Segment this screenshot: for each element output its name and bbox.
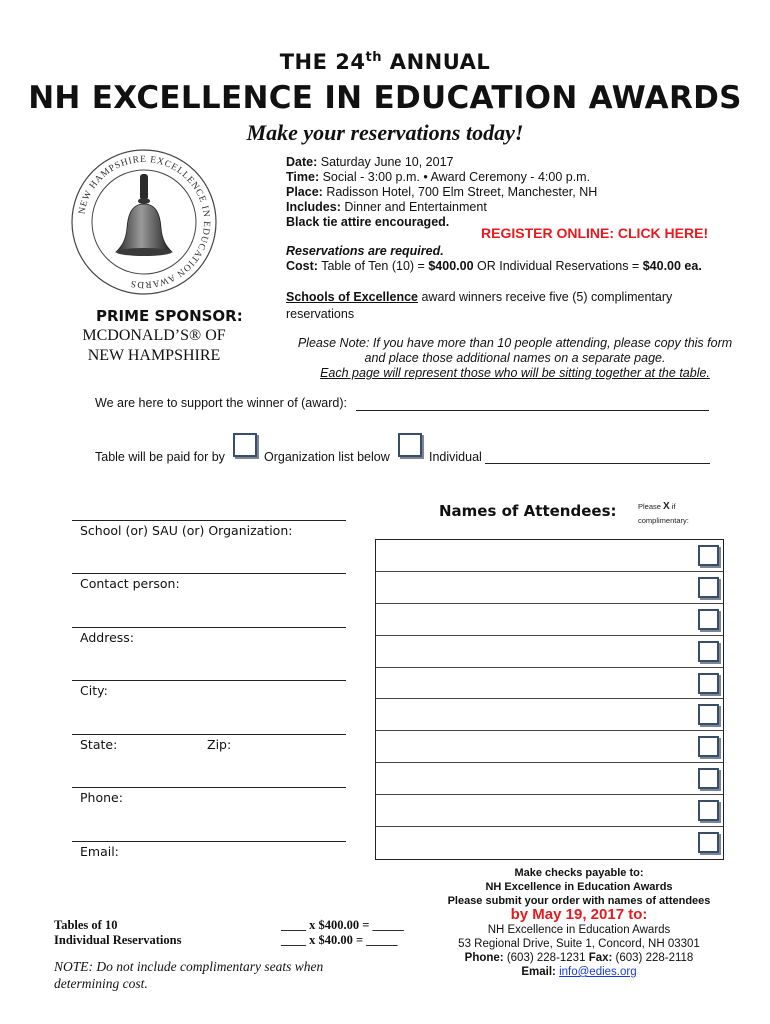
organization-option-label: Organization list below <box>264 450 390 464</box>
mailing-address: NH Excellence in Education Awards 53 Regional Drive, Suite 1, Concord, NH 03301 Phone: (603) 228-1231 Fax: (603) 228-2118 Email: info@edies.org <box>458 924 700 978</box>
support-award-label: We are here to support the winner of (award): <box>95 396 347 410</box>
school-label: School (or) SAU (or) Organization: <box>80 523 293 538</box>
totals-calculation[interactable]: ____ x $400.00 = _____ ____ x $40.00 = _____ <box>281 918 404 947</box>
paid-by-label: Table will be paid for by <box>95 450 225 464</box>
complimentary-hint: Please X if complimentary: <box>638 501 689 525</box>
attendee-row[interactable] <box>376 540 723 572</box>
city-label: City: <box>80 683 108 698</box>
attendee-row[interactable] <box>376 636 723 668</box>
email-line[interactable] <box>72 841 346 842</box>
phone-line[interactable] <box>72 787 346 788</box>
attendees-heading: Names of Attendees: <box>439 502 617 520</box>
attendee-row[interactable] <box>376 699 723 731</box>
address-label: Address: <box>80 630 134 645</box>
contact-line[interactable] <box>72 573 346 574</box>
attendee-row[interactable] <box>376 795 723 827</box>
cost-info: Cost: Table of Ten (10) = $400.00 OR Individual Reservations = $40.00 ea. <box>286 259 702 273</box>
state-zip-line[interactable] <box>72 734 346 735</box>
bell-seal-logo <box>70 148 218 296</box>
attendee-row[interactable] <box>376 604 723 636</box>
sponsor-label: PRIME SPONSOR: <box>96 307 243 325</box>
zip-label: Zip: <box>207 737 232 752</box>
complimentary-checkbox[interactable] <box>698 545 719 566</box>
attendee-row[interactable] <box>376 668 723 700</box>
email-link[interactable]: info@edies.org <box>559 966 637 978</box>
svg-text:NEW HAMPSHIRE EXCELLENCE IN ED: NEW HAMPSHIRE EXCELLENCE IN EDUCATION AWARDS <box>77 154 212 290</box>
deadline: by May 19, 2017 to: <box>510 906 648 923</box>
phone-label: Phone: <box>80 790 123 805</box>
attendee-row[interactable] <box>376 572 723 604</box>
organization-checkbox[interactable] <box>233 433 257 457</box>
school-line[interactable] <box>72 520 346 521</box>
city-line[interactable] <box>72 680 346 681</box>
award-name-field[interactable] <box>356 410 709 411</box>
totals-labels: Tables of 10 Individual Reservations <box>54 918 182 947</box>
attendee-row[interactable] <box>376 731 723 763</box>
payment-instructions: Make checks payable to: NH Excellence in Education Awards Please submit your order with names of attendees <box>447 867 711 907</box>
contact-label: Contact person: <box>80 576 180 591</box>
individual-name-field[interactable] <box>485 463 710 464</box>
attendee-row[interactable] <box>376 827 723 859</box>
complimentary-checkbox[interactable] <box>698 577 719 598</box>
please-note: Please Note: If you have more than 10 people attending, please copy this form and place those additional names on a separate page. Each page will represent those who will be sitting together at the table. <box>297 336 733 380</box>
complimentary-checkbox[interactable] <box>698 768 719 789</box>
complimentary-footnote: NOTE: Do not include complimentary seats when determining cost. <box>54 959 324 991</box>
state-label: State: <box>80 737 118 752</box>
register-online-link[interactable]: REGISTER ONLINE: CLICK HERE! <box>481 225 709 241</box>
schools-of-excellence-note: Schools of Excellence award winners receive five (5) complimentary reservations <box>286 290 673 321</box>
attendees-table <box>375 539 724 860</box>
complimentary-checkbox[interactable] <box>698 832 719 853</box>
address-line[interactable] <box>72 627 346 628</box>
complimentary-checkbox[interactable] <box>698 609 719 630</box>
complimentary-checkbox[interactable] <box>698 641 719 662</box>
complimentary-checkbox[interactable] <box>698 673 719 694</box>
sponsor-name: MCDONALD’S® OF NEW HAMPSHIRE <box>82 327 226 364</box>
page-subtitle: Make your reservations today! <box>246 120 524 145</box>
complimentary-checkbox[interactable] <box>698 704 719 725</box>
title-annual: THE 24th ANNUAL <box>279 50 491 74</box>
page-title: NH EXCELLENCE IN EDUCATION AWARDS <box>28 80 742 116</box>
reservations-required: Reservations are required. <box>286 244 444 258</box>
complimentary-checkbox[interactable] <box>698 736 719 757</box>
attendee-row[interactable] <box>376 763 723 795</box>
email-label: Email: <box>80 844 119 859</box>
event-details: Date: Saturday June 10, 2017 Time: Social - 3:00 p.m. • Award Ceremony - 4:00 p.m. Place: Radisson Hotel, 700 Elm Street, Manchester, NH Includes: Dinner and Entertainment Black tie attire encouraged. <box>286 155 598 229</box>
individual-option-label: Individual <box>429 450 482 464</box>
individual-checkbox[interactable] <box>398 433 422 457</box>
complimentary-checkbox[interactable] <box>698 800 719 821</box>
